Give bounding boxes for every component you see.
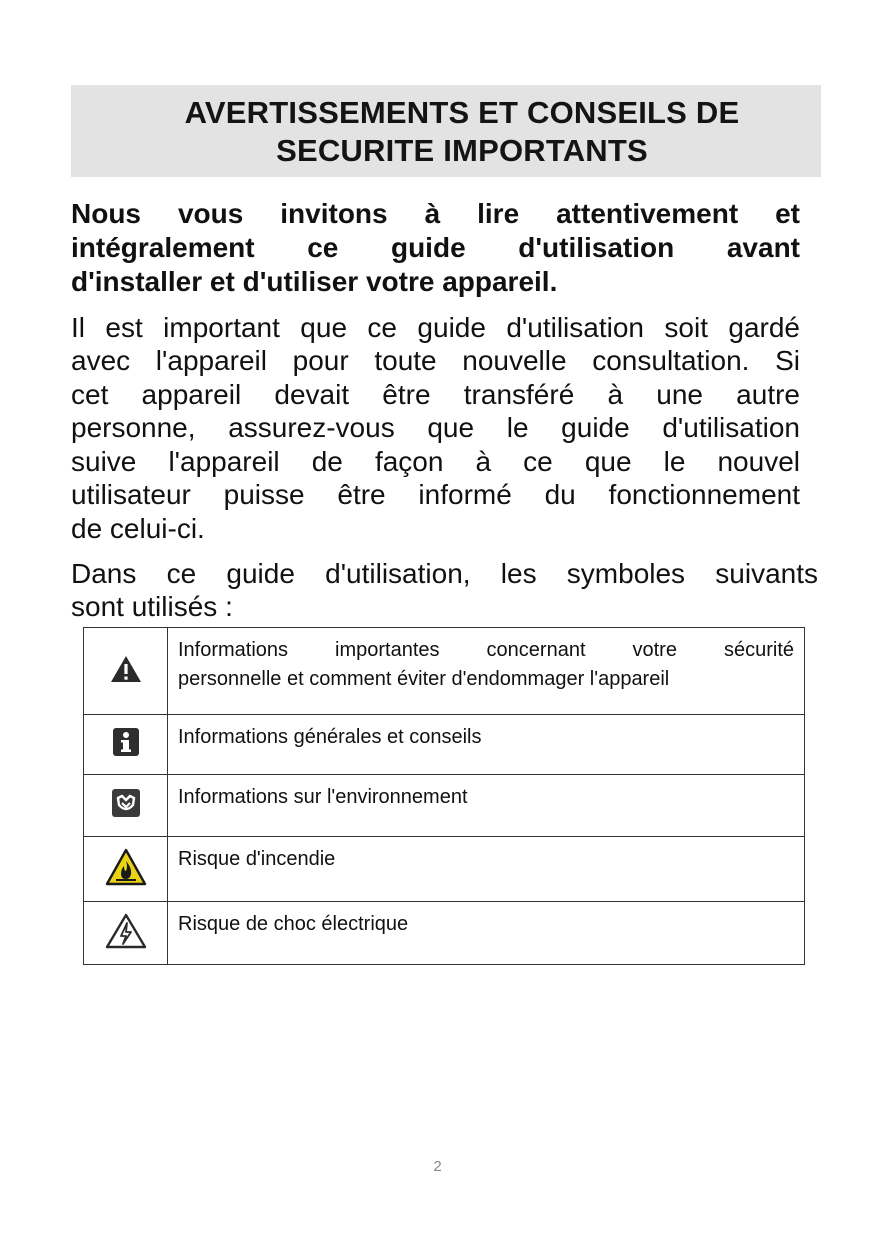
info-icon — [112, 727, 140, 757]
symbol-cell — [84, 837, 168, 902]
intro-line: d'installer et d'utiliser votre appareil. — [71, 266, 558, 297]
description-line: personnelle et comment éviter d'endommager l'appareil — [178, 668, 670, 690]
description-line: Informations générales et conseils — [178, 726, 482, 748]
symbols-intro-line: Dans ce guide d'utilisation, les symboles suivants — [71, 558, 818, 589]
table-row — [84, 775, 805, 837]
environment-icon — [111, 788, 141, 818]
intro-line: Nous vous invitons à lire attentivement et — [71, 198, 800, 229]
paragraph-line: personne, assurez-vous que le guide d'utilisation — [71, 412, 800, 443]
page-number: 2 — [433, 1158, 442, 1175]
symbol-description — [168, 837, 805, 902]
description-line: Informations importantes concernant votre sécurité — [178, 639, 794, 661]
description-line: Risque de choc électrique — [178, 913, 409, 935]
symbol-cell — [84, 715, 168, 775]
symbol-cell — [84, 628, 168, 715]
symbol-cell — [84, 775, 168, 837]
symbols-intro-line: sont utilisés : — [71, 591, 233, 622]
table-row — [84, 628, 805, 715]
paragraph-line: suive l'appareil de façon à ce que le nouvel — [71, 446, 800, 477]
title-banner — [71, 85, 821, 177]
paragraph-line: utilisateur puisse être informé du fonctionnement — [71, 479, 800, 510]
paragraph-line: Il est important que ce guide d'utilisation soit gardé — [71, 312, 800, 343]
description-line: Informations sur l'environnement — [178, 786, 468, 808]
fire-hazard-icon — [105, 848, 147, 886]
symbols-table — [83, 627, 805, 965]
paragraph-line: cet appareil devait être transféré à une autre — [71, 379, 800, 410]
electric-shock-icon — [104, 912, 148, 950]
table-row — [84, 902, 805, 965]
symbol-description — [168, 715, 805, 775]
page-title-line-2: SECURITE IMPORTANTS — [276, 133, 648, 168]
symbol-description — [168, 628, 805, 715]
intro-line: intégralement ce guide d'utilisation avant — [71, 232, 800, 263]
symbol-cell — [84, 902, 168, 965]
paragraph-line: avec l'appareil pour toute nouvelle consultation. Si — [71, 345, 800, 376]
table-row — [84, 715, 805, 775]
warning-icon — [109, 654, 143, 684]
symbol-description — [168, 902, 805, 965]
paragraph-line: de celui-ci. — [71, 513, 205, 544]
symbol-description — [168, 775, 805, 837]
description-line: Risque d'incendie — [178, 848, 336, 870]
table-row — [84, 837, 805, 902]
page-title-line-1: AVERTISSEMENTS ET CONSEILS DE — [184, 95, 740, 130]
